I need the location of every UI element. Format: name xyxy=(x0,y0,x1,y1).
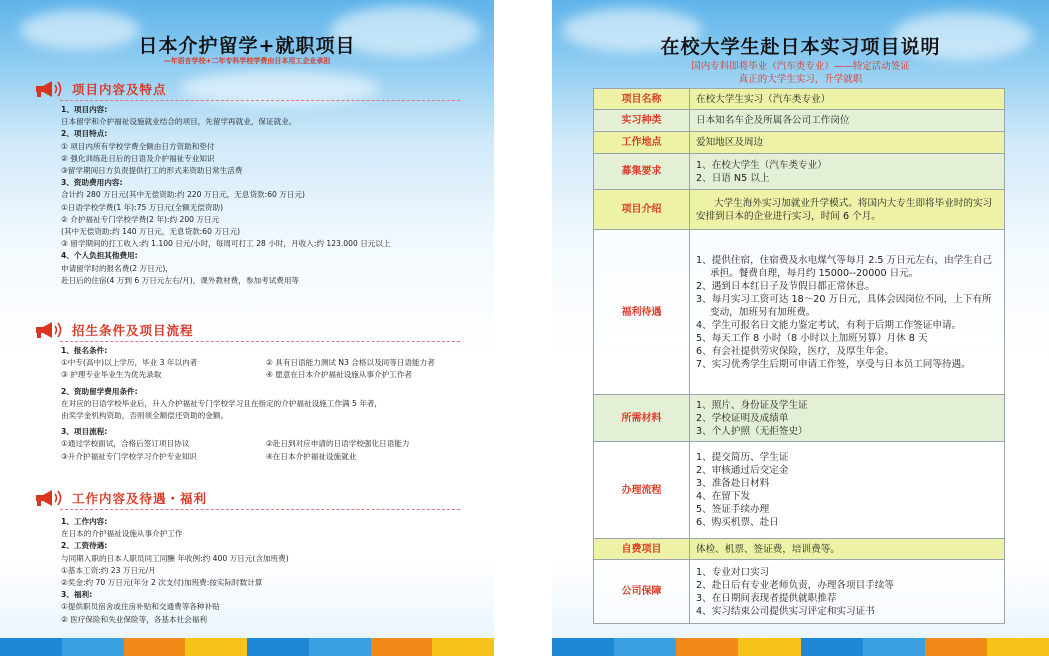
color-strip xyxy=(552,638,1049,656)
left-flyer xyxy=(0,0,494,656)
table-row: 自费项目 体检、机票、签证费，培训费等。 xyxy=(594,539,1005,560)
section-heading: 招生条件及项目流程 xyxy=(34,320,194,340)
section-body-2: 1、报名条件: ①中专(高中)以上学历，毕业 3 年以内者 ② 具有日语能力测试 N3 合格以及同等日语能力者 ③ 护理专业毕业生为优先录取 ④ 愿意在日本介护福祉设施从事介护工作者 2、资助留学费用条件: 在对应的日语学校毕业后，升入介护福祉专门学校学习且在指定的介护福祉设施工作满 5 年者， 由奖学金机构资助，否则须全额偿还资助的金额。 3、项目流程: ①通过学校面试，合格后签订项目协议 ②赴日到对应申请的日语学校强化日语能力 ③升介护福祉专门学校学习介护专业知识 ④在日本介护福祉设施就业 xyxy=(61,346,435,461)
table-row: 募集要求 1、在校大学生（汽车类专业） 2、日语 N5 以上 xyxy=(594,154,1005,190)
section-heading: 项目内容及特点 xyxy=(34,79,167,99)
table-row: 工作地点 爱知地区及周边 xyxy=(594,132,1005,154)
right-title: 在校大学生赴日本实习项目说明 xyxy=(660,36,941,58)
megaphone-icon xyxy=(34,320,64,340)
right-flyer xyxy=(552,0,1049,656)
divider xyxy=(60,341,460,342)
program-table xyxy=(593,88,1005,624)
divider xyxy=(60,100,460,101)
megaphone-icon xyxy=(34,488,64,508)
table-row: 项目名称 在校大学生实习（汽车类专业） xyxy=(594,89,1005,110)
section-heading: 工作内容及待遇・福利 xyxy=(34,488,207,508)
color-strip xyxy=(0,638,494,656)
megaphone-icon xyxy=(34,79,64,99)
table-row: 福利待遇 1、提供住宿，住宿费及水电煤气等每月 2.5 万日元左右，由学生自己承担。餐费自理，每月约 15000--20000 日元。 2、遇到日本红日子及节假日都正常休息。 3、每月实习工资可达 18～20 万日元，具体会因岗位不同，上下有所变动，加班另有加班费。 4、学生可报名日文能力鉴定考试，有利于后期工作签证申请。 5、每天工作 8 小时（8 小时以上加班另算）月休 8 天 6、有会社提供劳灾保险，医疗，及厚生年金。 7、实习优秀学生后期可申请工作签，享受与日本员工同等待遇。 xyxy=(594,230,1005,395)
right-subtitle-2: 真正的大学生实习，升学就职 xyxy=(738,74,863,85)
table-row: 所需材料 1、照片、身份证及学生证 2、学校证明及成绩单 3、个人护照（无拒签史） xyxy=(594,395,1005,442)
left-title: 日本介护留学+就职项目 xyxy=(138,35,356,57)
table-row: 办理流程 1、提交简历、学生证 2、审核通过后交定金 3、准备赴日材料 4、在留下发 5、签证手续办理 6、购买机票、赴日 xyxy=(594,442,1005,539)
left-subtitle: —年语言学校+二年专科学校学费由日本用工企业承担 xyxy=(163,57,331,65)
divider xyxy=(60,509,460,510)
table-row: 项目介绍 大学生海外实习加就业升学模式。将国内大专生即将毕业时的实习安排到日本的企业进行实习，时间 6 个月。 xyxy=(594,190,1005,230)
table-row: 公司保障 1、专业对口实习 2、赴日后有专业老师负责，办理各项目手续等 3、在日期间表现者提供就职推荐 4、实习结束公司提供实习评定和实习证书 xyxy=(594,560,1005,624)
right-subtitle-1: 国内专科即将毕业（汽车类专业）——特定活动签证 xyxy=(691,61,910,72)
section-body-3: 1、工作内容: 在日本的介护福祉设施从事介护工作 2、工资待遇: 与同期入职的日本人职员同工同酬 年收例:约 400 万日元(含加班费) ①基本工资:约 23 万日元/月 ②奖金:约 70 万日元(年分 2 次支付)加班费:按实际时数计算 3、福利: ①提供职员宿舍或住房补贴和交通费等各种补贴 ② 医疗保险和失业保险等，各基本社会福利 xyxy=(61,517,289,624)
section-body-1: 1、项目内容: 日本留学和介护福祉设施就业结合的项目，先留学再就业，保证就业。 2、项目特点: ① 项目内所有学校学费全额由日方资助和垫付 ② 强化训练赴日后的日语及介护福祉专业知识 ③留学期间日方负责提供打工的形式来资助日常生活费 3、资助费用内容: 合计约 280 万日元(其中无偿资助:约 220 万日元，无息贷款:60 万日元) ①日语学校学费(1 年):75 万日元(全额无偿资助) ② 介护福祉专门学校学费(2 年):约 200 万日元 (其中无偿资助:约 140 万日元，无息贷款:60 万日元) ③ 留学期间的打工收入:约 1.100 日元/小时，每周可打工 28 小时，月收入:约 123.000 日元以上 4、个人负担其他费用: 申请留学时的报名费(2 万日元)， 赴日后的住宿(4 万到 6 万日元左右/月)，课外教材费，参加考试费用等 xyxy=(61,105,391,285)
table-row: 实习种类 日本知名车企及所属各公司工作岗位 xyxy=(594,110,1005,132)
